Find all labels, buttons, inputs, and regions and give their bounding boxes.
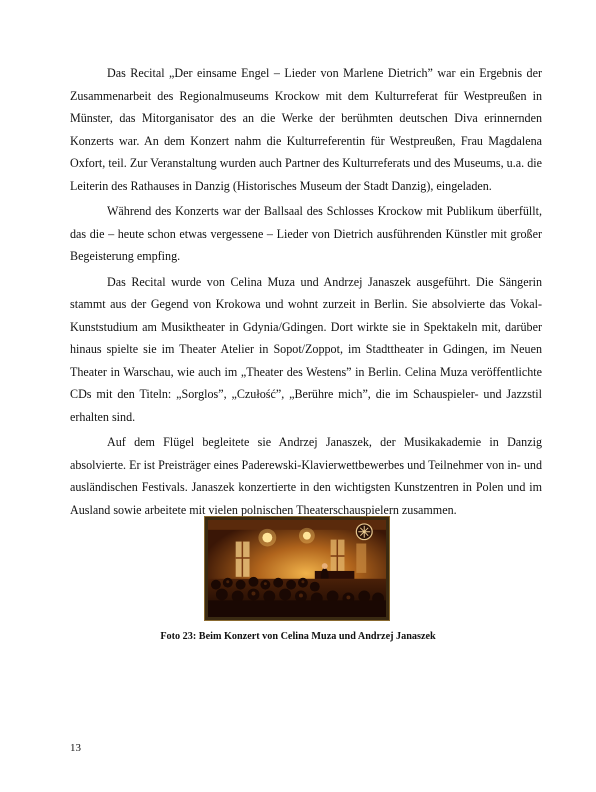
paragraph-1: Das Recital „Der einsame Engel – Lieder von Marlene Dietrich” war ein Ergebnis der Zusammenarbeit des Regionalmuseums Krockow mit dem Kulturreferat für Westpreußen in Münster, das Mitorganisator des an die Werke der berühmten deutschen Diva erinnernden Konzerts war. An dem Konzert nahm die Kulturreferentin für Westpreußen, Frau Magdalena Oxfort, teil. Zur Veranstaltung wurden auch Partner des Kulturreferats und des Museums, u.a. die Leiterin des Rathauses in Danzig (Historisches Museum der Stadt Danzig), eingeladen.: [70, 66, 542, 193]
concert-photo-image: [208, 520, 386, 617]
page-body: [70, 62, 542, 524]
paragraph-3: Das Recital wurde von Celina Muza und Andrzej Janaszek ausgeführt. Die Sängerin stammt aus der Gegend von Krokowa und wohnt zurzeit in Berlin. Sie absolvierte das Vokal-Kunststudium am Musiktheater in Gdynia/Gdingen. Dort wirkte sie in Spektakeln mit, darüber hinaus spielte sie im Theater Atelier in Sopot/Zoppot, im Stadttheater in Gdingen, im Neuen Theater in Warschau, wie auch im „Theater des Westens” in Berlin. Celina Muza veröffentlichte CDs mit den Titeln: „Sorglos”, „Czułość”, „Berühre mich”, die im Schauspieler- und Jazzstil erhalten sind.: [70, 274, 542, 424]
paragraph-4: Auf dem Flügel begleitete sie Andrzej Janaszek, der Musikakademie in Danzig absolvierte. Er ist Preisträger eines Paderewski-Klavierwettbewerbes und Teilnehmer von in- und ausländischen Festivals. Janaszek konzertierte in den wichtigsten Kunstzentren in Polen und im Ausland sowie arbeitete mit vielen polnischen Theaterschauspielern zusammen.: [70, 435, 542, 517]
paragraph-2: Während des Konzerts war der Ballsaal des Schlosses Krockow mit Publikum überfüllt, das die – heute schon etwas vergessene – Lieder von Dietrich ausführenden Künstler mit großer Begeisterung empfing.: [70, 204, 542, 263]
concert-photo: [204, 516, 390, 621]
page-number: 13: [70, 742, 81, 754]
photo-caption: Foto 23: Beim Konzert von Celina Muza und Andrzej Janaszek: [160, 631, 436, 642]
